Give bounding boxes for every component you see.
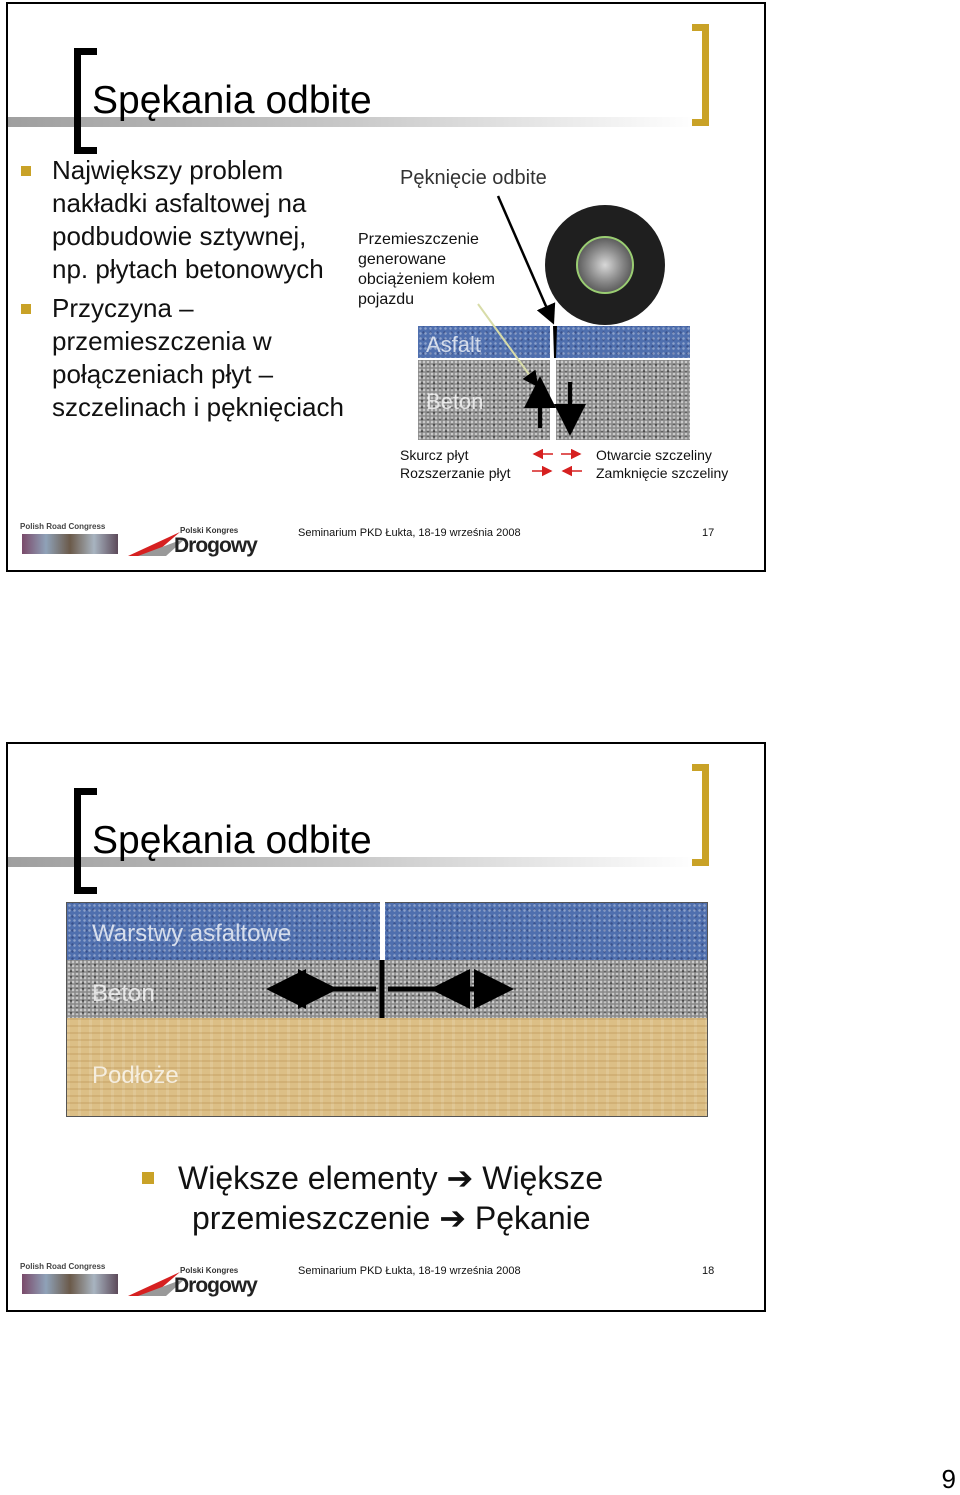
slide-number: 17	[702, 527, 715, 539]
reflective-crack	[553, 326, 557, 358]
bullet-item: Największy problem nakładki asfaltowej na podbudowie sztywnej, np. płytach betonowych	[18, 154, 348, 286]
subgrade-label: Podłoże	[92, 1062, 179, 1089]
diagram-overlay	[8, 4, 764, 570]
legend-closing: Zamknięcie szczeliny	[596, 465, 729, 481]
legend-expand: Rozszerzanie płyt	[400, 465, 511, 481]
page-number: 9	[941, 1464, 956, 1494]
slide-title: Spękania odbite	[92, 819, 372, 862]
asphalt-label: Warstwy asfaltowe	[92, 920, 292, 947]
slide-title: Spękania odbite	[92, 79, 372, 122]
wheel-icon	[545, 205, 665, 325]
crack-label: Pęknięcie odbite	[400, 167, 547, 189]
congress-logo: Polish Road Congress Polski Kongres Drogowy	[20, 1262, 257, 1297]
concrete-label: Beton	[426, 389, 484, 414]
slide-17	[6, 2, 766, 572]
displacement-label-1: Przemieszczenie	[358, 231, 479, 248]
legend-shrink: Skurcz płyt	[400, 447, 469, 463]
slide-18	[6, 742, 766, 1312]
slide-number: 18	[702, 1265, 715, 1277]
photo-strip-icon	[22, 534, 118, 554]
bullet-square-icon	[142, 1172, 154, 1184]
load-pointer-arrow	[478, 304, 536, 384]
legend-opening: Otwarcie szczeliny	[596, 447, 712, 463]
asphalt-label: Asfalt	[426, 332, 482, 357]
seminar-footer: Seminarium PKD Łukta, 18-19 września 2008	[298, 1265, 521, 1277]
congress-logo: Polish Road Congress Polski Kongres Drogowy	[20, 522, 257, 557]
displacement-label-2: generowane	[358, 251, 447, 268]
concrete-label: Beton	[92, 980, 155, 1007]
seminar-footer: Seminarium PKD Łukta, 18-19 września 2008	[298, 527, 521, 539]
bullet-item: Przyczyna – przemieszczenia w połączeniach płyt – szczelinach i pęknięciach	[18, 292, 348, 424]
crack-pointer-arrow	[498, 196, 552, 320]
displacement-label-4: pojazdu	[358, 291, 415, 308]
conclusion-bullet: Większe elementy ➔ Większe przemieszczenie ➔ Pękanie	[138, 1158, 698, 1238]
displacement-label-3: obciążeniem kołem	[358, 271, 495, 288]
photo-strip-icon	[22, 1274, 118, 1294]
